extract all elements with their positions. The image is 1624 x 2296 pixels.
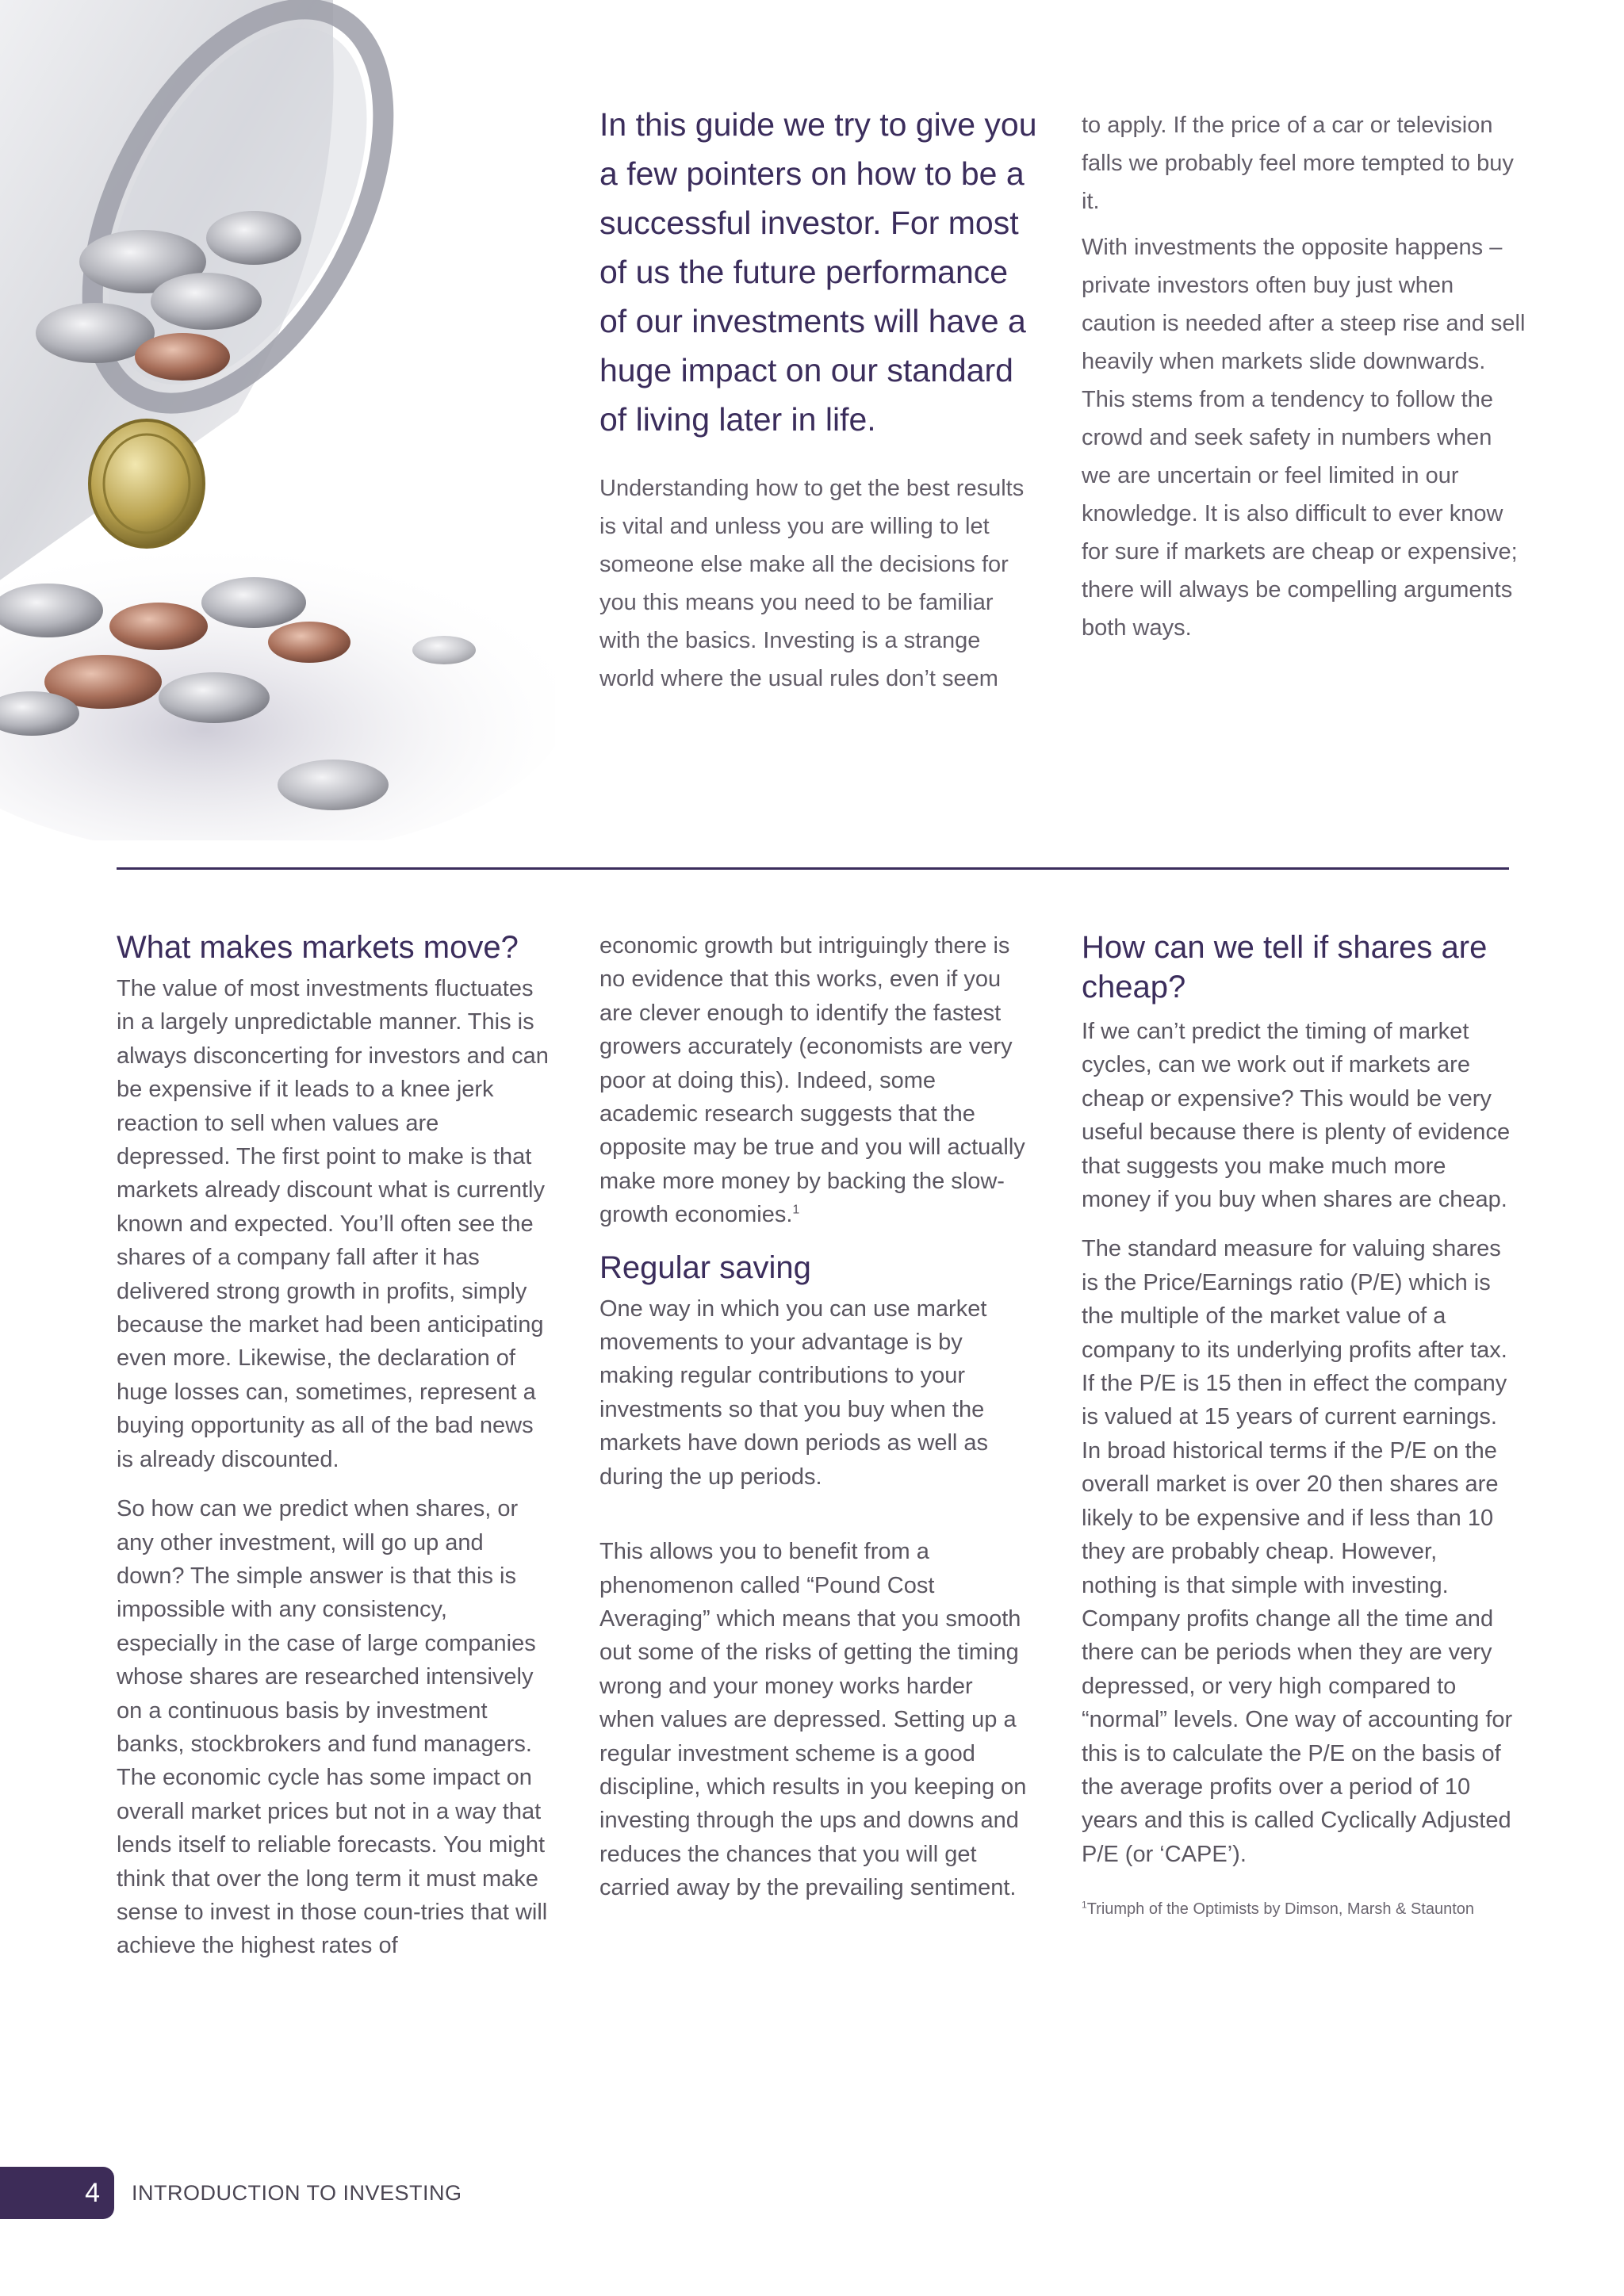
- intro-lead: In this guide we try to give you a few pointers on how to be a successful investor. For most of us the future performance of our investments will have a huge impact on our standard of living later in life.: [599, 106, 1037, 438]
- saving-paragraph: One way in which you can use market movements to your advantage is by making regular contributions to your investments so that you buy when the markets have down periods as well as during the up periods.: [599, 1295, 989, 1490]
- column-left: [117, 928, 549, 1979]
- page-number-badge: 4: [0, 2167, 114, 2219]
- footnote-marker: 1: [792, 1203, 800, 1217]
- footnote-number: 1: [1082, 1899, 1087, 1911]
- footnote-text: Triumph of the Optimists by Dimson, Marsh & Staunton: [1086, 1900, 1475, 1919]
- markets-paragraph: So how can we predict when shares, or any other investment, will go up and down? The simple answer is that this is impossible with any consistency, especially in the case of large companies whose shares are researched intensively on a continuous basis by investment banks, stockbrokers and fund managers. The economic cycle has some impact on overall market prices but not in a way that lends itself to reliable forecasts. You might think that over the long term it must make sense to invest in those coun-tries that will achieve the highest rates of: [117, 1496, 548, 1959]
- heading-markets: What makes markets move?: [117, 930, 519, 965]
- markets-continuation-text: economic growth but intriguingly there is no evidence that this works, even if you are clever enough to identify the fastest growers accurately (economists are very poor at doing this). Indeed, some academic research suggests that the opposite may be true and you will actually make more money by backing the slow-growth economies.: [599, 933, 1025, 1228]
- running-title: INTRODUCTION TO INVESTING: [132, 2181, 462, 2205]
- cheap-paragraph: If we can’t predict the timing of market cycles, can we work out if markets are cheap or expensive? This would be very useful because there is plenty of evidence that suggests you make much more money if you buy when shares are cheap.: [1082, 1019, 1511, 1213]
- intro-right-column: [1082, 106, 1526, 655]
- intro-right-paragraph: to apply. If the price of a car or television falls we probably feel more tempted to buy it.: [1082, 113, 1514, 214]
- footnote: [1082, 1898, 1514, 1920]
- saving-paragraph: This allows you to benefit from a phenomenon called “Pound Cost Averaging” which means that you smooth out some of the risks of getting the timing wrong and your money works harder when values are depressed. Setting up a regular investment scheme is a good discipline, which results in you keeping on investing through the ups and downs and reduces the chances that you will get carried away by the prevailing sentiment.: [599, 1539, 1027, 1901]
- column-middle: [599, 929, 1032, 1921]
- section-divider: [117, 867, 1509, 870]
- intro-right-paragraph: With investments the opposite happens – private investors often buy just when caution is needed after a steep rise and sell heavily when markets slide downwards. This stems from a tendency to follow the crowd and seek safety in numbers when we are uncertain or feel limited in our knowledge. It is also difficult to ever know for sure if markets are cheap or expensive; there will always be compelling arguments both ways.: [1082, 235, 1526, 641]
- heading-cheap-shares: How can we tell if shares are cheap?: [1082, 930, 1488, 1004]
- heading-regular-saving: Regular saving: [599, 1249, 811, 1285]
- coins-jar-photo: [0, 0, 555, 840]
- markets-continuation: [599, 929, 1032, 1232]
- column-right: [1082, 928, 1514, 1936]
- cheap-paragraph: The standard measure for valuing shares is the Price/Earnings ratio (P/E) which is the multiple of the market value of a company to its underlying profits after tax. If the P/E is 15 then in effect the company is valued at 15 years of current earnings. In broad historical terms if the P/E on the overall market is over 20 then shares are likely to be expensive and if less than 10 they are probably cheap. However, nothing is that simple with investing. Company profits change all the time and there can be periods when they are very depressed, or very high compared to “normal” levels. One way of accounting for this is to calculate the P/E on the basis of the average profits over a period of 10 years and this is called Cyclically Adjusted P/E (or ‘CAPE’).: [1082, 1236, 1513, 1867]
- intro-paragraph: Understanding how to get the best results is vital and unless you are willing to let someone else make all the decisions for you this means you need to be familiar with the basics. Investing is a strange world where the usual rules don’t seem: [599, 476, 1025, 691]
- markets-paragraph: The value of most investments fluctuates in a largely unpredictable manner. This is always disconcerting for investors and can be expensive if it leads to a knee jerk reaction to sell when values are depressed. The first point to make is that markets already discount what is currently known and expected. You’ll often see the shares of a company fall after it has delivered strong growth in profits, simply because the market had been anticipating even more. Likewise, the declaration of huge losses can, sometimes, represent a buying opportunity as all of the bad news is already discounted.: [117, 976, 549, 1472]
